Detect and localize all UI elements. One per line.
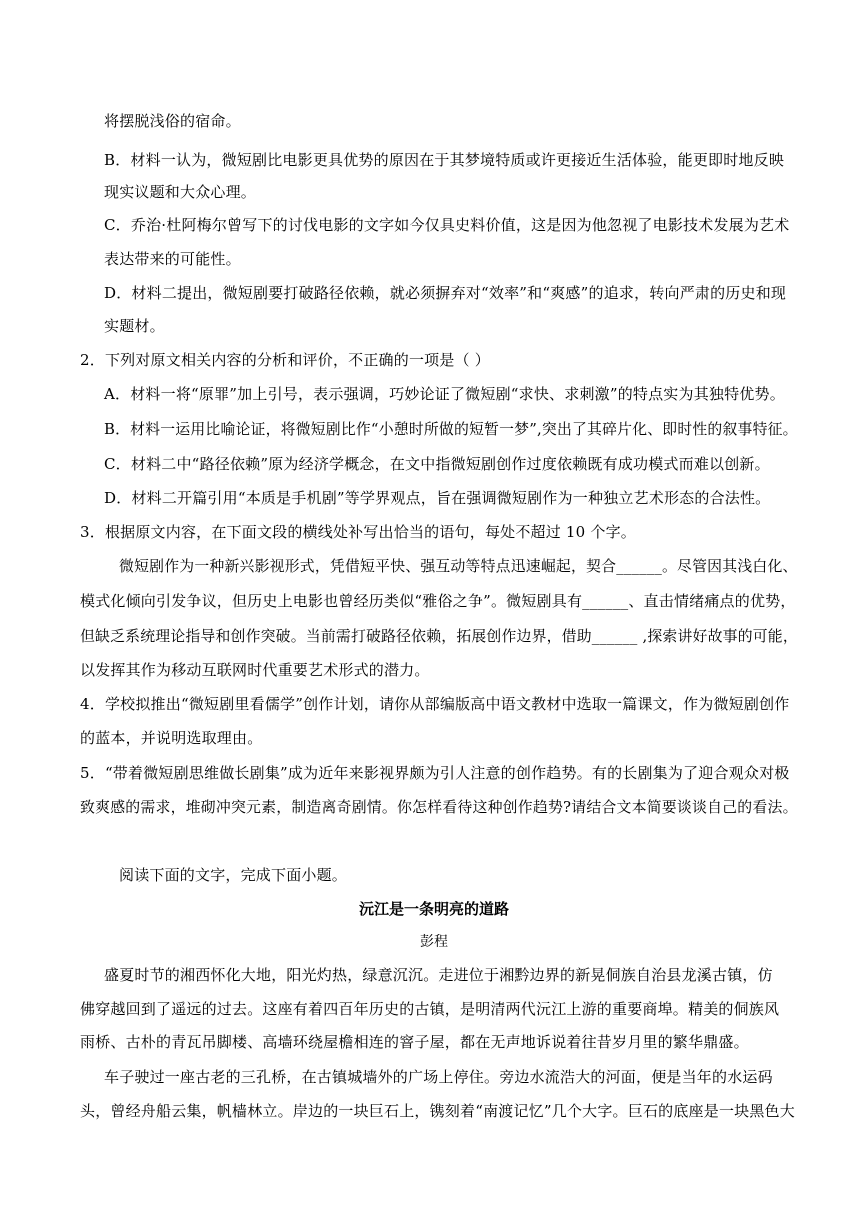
article-title: 沅江是一条明亮的道路: [358, 900, 509, 918]
article-paragraph-1-line-3: 雨桥、古朴的青瓦吊脚楼、高墙环绕屋檐相连的窨子屋，都在无声地诉说着往昔岁月里的繁华鼎盛。: [80, 1033, 749, 1051]
question-2-option-c: C．材料二中“路径依赖”原为经济学概念，在文中指微短剧创作过度依赖既有成功模式而难以创新。: [104, 455, 770, 473]
question-3-passage-line-4: 以发挥其作为移动互联网时代重要艺术形式的潜力。: [80, 661, 430, 679]
reading-instruction: 阅读下面的文字，完成下面小题。: [119, 866, 348, 884]
article-paragraph-1-line-2: 佛穿越回到了遥远的过去。这座有着四百年历史的古镇，是明清两代沅江上游的重要商埠。精美的侗族风: [80, 1000, 780, 1018]
article-paragraph-1-line-1: 盛夏时节的湘西怀化大地，阳光灼热，绿意沉沉。走进位于湘黔边界的新晃侗族自治县龙溪古镇，仿: [104, 966, 773, 984]
question-5-line-1: 5．“带着微短剧思维做长剧集”成为近年来影视界颇为引人注意的创作趋势。有的长剧集为了迎合观众对极: [80, 764, 790, 782]
question-4-line-1: 4．学校拟推出“微短剧里看儒学”创作计划，请你从部编版高中语文教材中选取一篇课文，作为微短剧创作: [80, 695, 790, 713]
question-2-option-a: A．材料一将“原罪”加上引号，表示强调，巧妙论证了微短剧“求快、求刺激”的特点实为其独特优势。: [104, 385, 785, 403]
question-3-passage-line-2: 模式化倾向引发争议，但历史上电影也曾经历类似“雅俗之争”。微短剧具有______、直击情绪痛点的优势，: [80, 592, 796, 610]
option-c-line-1: C．乔治·杜阿梅尔曾写下的讨伐电影的文字如今仅具史料价值，这是因为他忽视了电影技术发展为艺术: [104, 216, 790, 234]
option-a-tail: 将摆脱浅俗的宿命。: [104, 112, 241, 130]
option-b-line-2: 现实议题和大众心理。: [104, 183, 257, 201]
question-2-option-b: B．材料一运用比喻论证，将微短剧比作“小憩时所做的短暂一梦”,突出了其碎片化、即时性的叙事特征。: [104, 420, 798, 438]
question-3-passage-line-1: 微短剧作为一种新兴影视形式，凭借短平快、强互动等特点迅速崛起，契合______。尽管因其浅白化、: [119, 557, 798, 575]
question-3-passage-line-3: 但缺乏系统理论指导和创作突破。当前需打破路径依赖，拓展创作边界，借助______ ,探索讲好故事的可能，: [80, 627, 798, 645]
question-5-line-2: 致爽感的需求，堆砌冲突元素，制造离奇剧情。你怎样看待这种创作趋势?请结合文本简要谈谈自己的看法。: [80, 798, 798, 816]
question-4-line-2: 的蓝本，并说明选取理由。: [80, 729, 263, 747]
option-d-line-1: D．材料二提出，微短剧要打破路径依赖，就必须摒弃对“效率”和“爽感”的追求，转向严肃的历史和现: [104, 284, 787, 302]
question-3: 3．根据原文内容，在下面文段的横线处补写出恰当的语句，每处不超过 10 个字。: [80, 523, 636, 541]
question-2: 2．下列对原文相关内容的分析和评价，不正确的一项是（ ）: [80, 351, 490, 369]
article-author: 彭程: [420, 934, 448, 950]
option-c-line-2: 表达带来的可能性。: [104, 250, 241, 268]
option-b-line-1: B．材料一认为，微短剧比电影更具优势的原因在于其梦境特质或许更接近生活体验，能更即时地反映: [104, 151, 785, 169]
question-2-option-d: D．材料二开篇引用“本质是手机剧”等学界观点，旨在强调微短剧作为一种独立艺术形态的合法性。: [104, 489, 771, 507]
option-d-line-2: 实题材。: [104, 317, 165, 335]
article-paragraph-2-line-2: 头，曾经舟船云集，帆樯林立。岸边的一块巨石上，镌刻着“南渡记忆”几个大字。巨石的底座是一块黑色大: [80, 1102, 795, 1120]
article-paragraph-2-line-1: 车子驶过一座古老的三孔桥，在古镇城墙外的广场上停住。旁边水流浩大的河面，便是当年的水运码: [104, 1068, 773, 1086]
